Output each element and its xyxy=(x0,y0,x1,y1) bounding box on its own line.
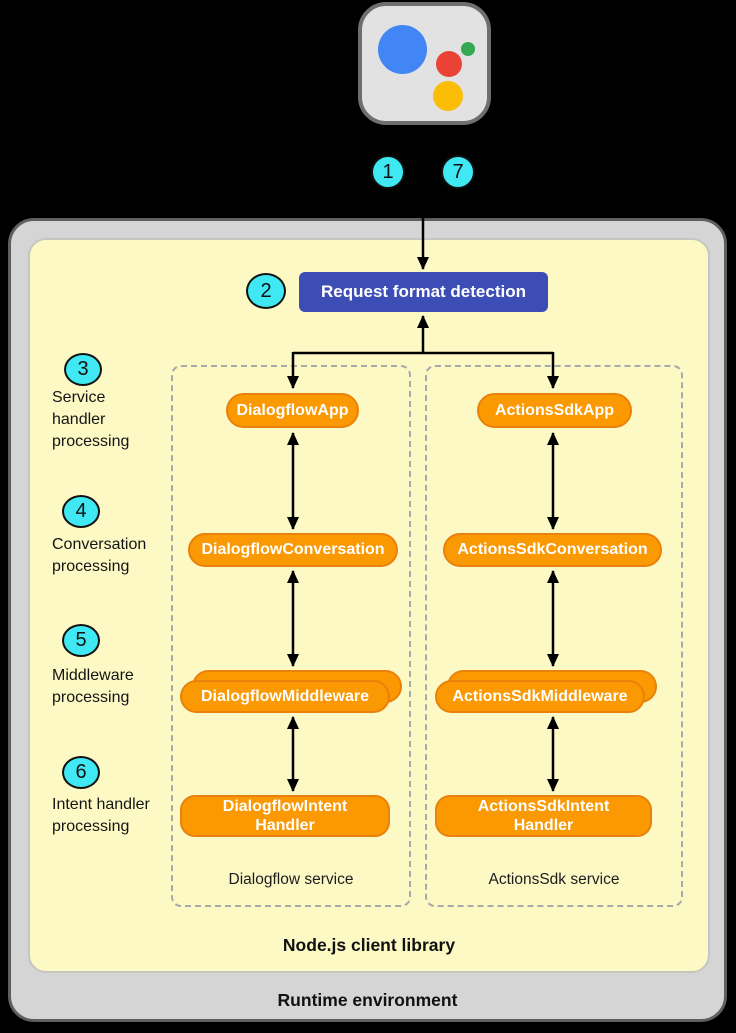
dialogflow-intent-handler-node xyxy=(180,795,390,837)
dialogflow-service-caption: Dialogflow service xyxy=(228,871,354,888)
assistant-blue-dot-icon xyxy=(378,25,427,74)
nodejs-client-library-label: Node.js client library xyxy=(282,935,456,955)
stage-label-line: Intent handler xyxy=(52,796,150,813)
intent-handler-line: ActionsSdkIntent xyxy=(477,798,610,815)
step-badge-4: 4 xyxy=(62,495,100,528)
assistant-red-dot-icon xyxy=(436,51,462,77)
dialogflow-conversation-node: DialogflowConversation xyxy=(188,533,398,567)
google-assistant-icon xyxy=(358,2,491,125)
runtime-environment-label: Runtime environment xyxy=(277,990,458,1010)
assistant-green-dot-icon xyxy=(461,42,475,56)
stage-label-line: processing xyxy=(52,689,130,706)
stage-label-line: processing xyxy=(52,558,130,575)
actionssdk-app-node: ActionsSdkApp xyxy=(477,393,632,428)
stage-label-line: processing xyxy=(52,818,130,835)
dialogflow-app-node: DialogflowApp xyxy=(226,393,359,428)
step-badge-7: 7 xyxy=(441,155,475,189)
stage-label-line: processing xyxy=(52,433,130,450)
step-badge-6: 6 xyxy=(62,756,100,789)
step-badge-3: 3 xyxy=(64,353,102,386)
actionssdk-service-caption: ActionsSdk service xyxy=(488,871,620,888)
stage-label-line: Service xyxy=(52,389,106,406)
stage-label-intent-handler xyxy=(52,794,150,838)
stage-label-line: handler xyxy=(52,411,106,428)
stage-label-service-handler xyxy=(52,387,129,453)
actionssdk-intent-handler-node xyxy=(435,795,652,837)
stage-label-line: Middleware xyxy=(52,667,134,684)
dialogflow-middleware-node: DialogflowMiddleware xyxy=(180,680,390,713)
actionssdk-conversation-node: ActionsSdkConversation xyxy=(443,533,662,567)
stage-label-conversation xyxy=(52,534,146,578)
assistant-yellow-dot-icon xyxy=(433,81,463,111)
intent-handler-line: Handler xyxy=(255,817,315,834)
step-badge-1: 1 xyxy=(371,155,405,189)
step-badge-2: 2 xyxy=(246,273,286,309)
step-badge-5: 5 xyxy=(62,624,100,657)
request-format-detection-box: Request format detection xyxy=(299,272,548,312)
intent-handler-line: DialogflowIntent xyxy=(222,798,348,815)
stage-label-line: Conversation xyxy=(52,536,147,553)
intent-handler-line: Handler xyxy=(513,817,574,834)
stage-label-middleware xyxy=(52,665,134,709)
actionssdk-middleware-node: ActionsSdkMiddleware xyxy=(435,680,645,713)
